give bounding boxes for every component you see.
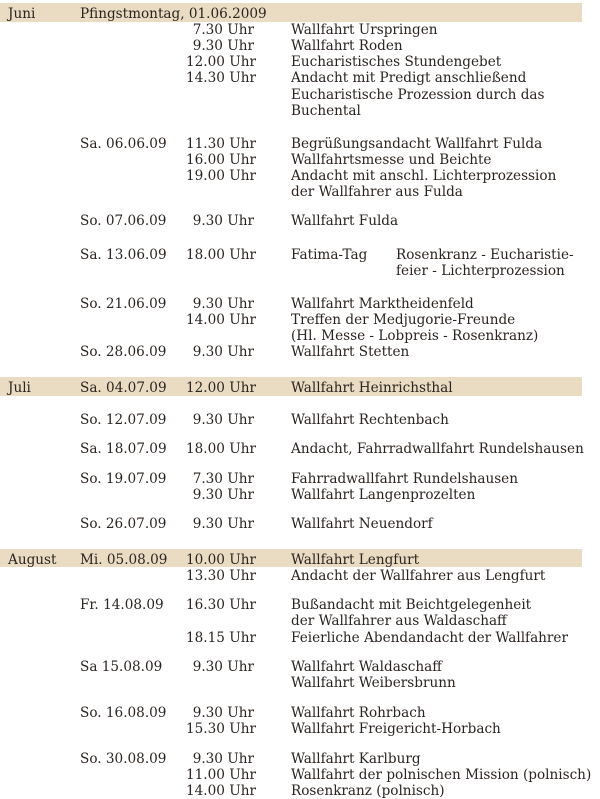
schedule-row <box>0 552 600 568</box>
date-cell: So. 16.08.09 <box>80 705 167 721</box>
time-cell: 14.00 Uhr <box>186 312 256 328</box>
schedule-row <box>0 328 600 344</box>
schedule-row <box>0 344 600 360</box>
schedule-row <box>0 412 600 428</box>
time-cell: 14.00 Uhr <box>186 783 256 799</box>
schedule-row <box>0 783 600 799</box>
schedule-row <box>0 263 600 279</box>
time-cell: 19.00 Uhr <box>186 168 256 184</box>
time-cell: 9.30 Uhr <box>192 213 254 229</box>
event-cell: Wallfahrt Freigericht-Horbach <box>291 721 501 737</box>
event-cell: Wallfahrt Langenprozelten <box>291 487 476 503</box>
month-label: Juni <box>8 6 36 22</box>
date-cell: So. 26.07.09 <box>80 516 167 532</box>
month-label: Juli <box>8 380 31 396</box>
event-detail-cell: Rosenkranz - Eucharistie- <box>396 247 574 263</box>
event-cell: Wallfahrt Fulda <box>291 213 399 229</box>
event-cell: der Wallfahrer aus Fulda <box>291 184 463 200</box>
date-cell: Sa. 06.06.09 <box>80 136 167 152</box>
time-cell: 13.30 Uhr <box>186 568 256 584</box>
event-cell: Wallfahrt Rohrbach <box>291 705 426 721</box>
time-cell: 18.00 Uhr <box>186 247 256 263</box>
time-cell: 14.30 Uhr <box>186 70 256 86</box>
schedule-row <box>0 184 600 200</box>
schedule-row <box>0 441 600 457</box>
time-cell: 16.30 Uhr <box>186 597 256 613</box>
date-cell: Pfingstmontag, 01.06.2009 <box>80 6 267 22</box>
schedule-row <box>0 380 600 396</box>
event-cell: Andacht mit Predigt anschließend <box>291 70 527 86</box>
event-cell: Wallfahrt Rechtenbach <box>291 412 449 428</box>
event-cell: Fatima-Tag <box>291 247 368 263</box>
time-cell: 9.30 Uhr <box>192 516 254 532</box>
schedule-row <box>0 568 600 584</box>
time-cell: 11.00 Uhr <box>186 767 256 783</box>
event-cell: Wallfahrt Urspringen <box>291 22 438 38</box>
event-cell: Bußandacht mit Beichtgelegenheit <box>291 597 532 613</box>
time-cell: 9.30 Uhr <box>192 659 254 675</box>
month-label: August <box>8 552 57 568</box>
date-cell: Sa. 18.07.09 <box>80 441 167 457</box>
schedule-row <box>0 659 600 675</box>
schedule-row <box>0 103 600 119</box>
schedule-row <box>0 471 600 487</box>
date-cell: Mi. 05.08.09 <box>80 552 168 568</box>
event-cell: Begrüßungsandacht Wallfahrt Fulda <box>291 136 543 152</box>
schedule-row <box>0 675 600 691</box>
time-cell: 9.30 Uhr <box>192 344 254 360</box>
time-cell: 10.00 Uhr <box>186 552 256 568</box>
event-cell: Andacht, Fahrradwallfahrt Rundelshausen <box>291 441 584 457</box>
time-cell: 9.30 Uhr <box>192 751 254 767</box>
date-cell: So. 12.07.09 <box>80 412 167 428</box>
schedule-row <box>0 213 600 229</box>
event-cell: Wallfahrtsmesse und Beichte <box>291 152 492 168</box>
time-cell: 7.30 Uhr <box>192 22 254 38</box>
time-cell: 9.30 Uhr <box>192 412 254 428</box>
schedule-row <box>0 767 600 783</box>
time-cell: 9.30 Uhr <box>192 705 254 721</box>
time-cell: 9.30 Uhr <box>192 296 254 312</box>
date-cell: So. 21.06.09 <box>80 296 167 312</box>
schedule-row <box>0 516 600 532</box>
event-cell: Wallfahrt Lengfurt <box>291 552 420 568</box>
event-cell: Wallfahrt der polnischen Mission (polnisch) <box>291 767 592 783</box>
time-cell: 18.15 Uhr <box>186 630 256 646</box>
event-cell: Andacht mit anschl. Lichterprozession <box>291 168 557 184</box>
schedule-row <box>0 87 600 103</box>
time-cell: 11.30 Uhr <box>186 136 256 152</box>
time-cell: 15.30 Uhr <box>186 721 256 737</box>
schedule-row <box>0 487 600 503</box>
schedule-row <box>0 247 600 263</box>
schedule-row <box>0 38 600 54</box>
date-cell: So. 28.06.09 <box>80 344 167 360</box>
event-cell: der Wallfahrer aus Waldaschaff <box>291 613 507 629</box>
schedule-row <box>0 152 600 168</box>
date-cell: Sa. 04.07.09 <box>80 380 167 396</box>
schedule-row <box>0 613 600 629</box>
event-cell: Rosenkranz (polnisch) <box>291 783 445 799</box>
event-cell: Fahrradwallfahrt Rundelshausen <box>291 471 518 487</box>
schedule-row <box>0 630 600 646</box>
event-cell: Eucharistische Prozession durch das <box>291 87 545 103</box>
event-cell: Wallfahrt Waldaschaff <box>291 659 442 675</box>
event-cell: Wallfahrt Stetten <box>291 344 410 360</box>
schedule-row <box>0 705 600 721</box>
schedule-row <box>0 597 600 613</box>
schedule-row <box>0 296 600 312</box>
schedule-row <box>0 721 600 737</box>
date-cell: Fr. 14.08.09 <box>80 597 164 613</box>
event-cell: (Hl. Messe - Lobpreis - Rosenkranz) <box>291 328 539 344</box>
date-cell: Sa 15.08.09 <box>80 659 163 675</box>
event-cell: Wallfahrt Neuendorf <box>291 516 433 532</box>
schedule-row <box>0 136 600 152</box>
date-cell: So. 30.08.09 <box>80 751 167 767</box>
event-cell: Wallfahrt Karlburg <box>291 751 421 767</box>
schedule-row <box>0 22 600 38</box>
time-cell: 9.30 Uhr <box>192 487 254 503</box>
date-cell: So. 07.06.09 <box>80 213 167 229</box>
schedule-row <box>0 54 600 70</box>
schedule-row <box>0 168 600 184</box>
schedule-row <box>0 751 600 767</box>
event-detail-cell: feier - Lichterprozession <box>396 263 565 279</box>
schedule-row <box>0 312 600 328</box>
schedule-row <box>0 70 600 86</box>
date-cell: Sa. 13.06.09 <box>80 247 167 263</box>
event-cell: Wallfahrt Roden <box>291 38 403 54</box>
event-cell: Eucharistisches Stundengebet <box>291 54 502 70</box>
event-cell: Wallfahrt Weibersbrunn <box>291 675 456 691</box>
time-cell: 7.30 Uhr <box>192 471 254 487</box>
event-cell: Wallfahrt Marktheidenfeld <box>291 296 474 312</box>
time-cell: 12.00 Uhr <box>186 380 256 396</box>
event-cell: Feierliche Abendandacht der Wallfahrer <box>291 630 568 646</box>
time-cell: 12.00 Uhr <box>186 54 256 70</box>
time-cell: 18.00 Uhr <box>186 441 256 457</box>
event-cell: Treffen der Medjugorie-Freunde <box>291 312 516 328</box>
event-cell: Andacht der Wallfahrer aus Lengfurt <box>291 568 546 584</box>
time-cell: 16.00 Uhr <box>186 152 256 168</box>
date-cell: So. 19.07.09 <box>80 471 167 487</box>
schedule-row <box>0 6 600 22</box>
time-cell: 9.30 Uhr <box>192 38 254 54</box>
event-cell: Buchental <box>291 103 361 119</box>
event-cell: Wallfahrt Heinrichsthal <box>291 380 453 396</box>
